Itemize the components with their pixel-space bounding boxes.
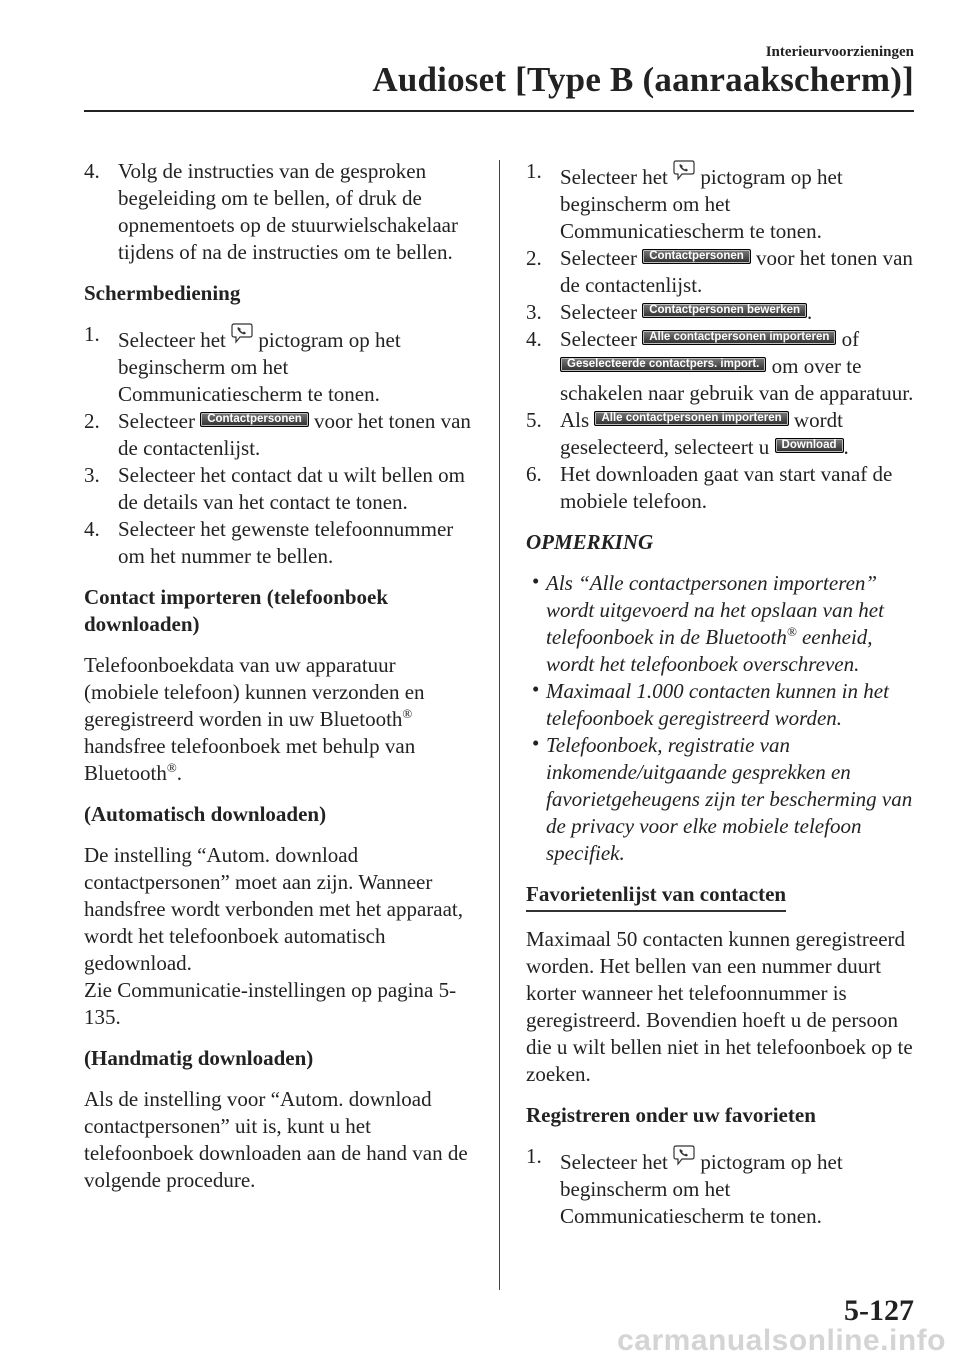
screen-step-1: 1. Selecteer het pictogram op het beginscherm om het Communicatiescherm te tonen. [84,322,401,406]
watermark: carmanualsonline.info [617,1324,946,1357]
heading-contact-import: Contact importeren (telefoonboek downloaden) [84,585,389,636]
download-step-6: 6. Het downloaden gaat van start vanaf de mobiele telefoon. [526,462,893,513]
download-step-1: 1. Selecteer het pictogram op het beginscherm om het Communicatiescherm te tonen. [526,159,843,243]
phone-bubble-icon [231,321,253,345]
note-item: • Als “Alle contactpersonen importeren” wordt uitgevoerd na het opslaan van het telefoonboek in de Bluetooth® eenheid, wordt het telefoonboek overschreven. [532,569,884,676]
manual-download-paragraph: Als de instelling voor “Autom. download contactpersonen” uit is, kunt u het telefoonboek downloaden aan de hand van de volgende procedure. [84,1087,468,1192]
note-item: • Maximaal 1.000 contacten kunnen in het telefoonboek geregistreerd worden. [532,677,889,730]
import-all-contacts-button[interactable]: Alle contactpersonen importeren [642,330,836,345]
contacts-button[interactable]: Contactpersonen [200,412,309,427]
favorites-paragraph: Maximaal 50 contacten kunnen geregistreerd worden. Het bellen van een nummer duurt korter wanneer het telefoonnummer is geregistreerd. Bovendien hoeft u de persoon die u wilt bellen niet in het telefoonboek op te zoeken. [526,927,913,1086]
page-number: 5-127 [844,1294,914,1327]
contacts-button[interactable]: Contactpersonen [642,249,751,264]
screen-step-3: 3. Selecteer het contact dat u wilt bellen om de details van het contact te tonen. [84,463,465,514]
phone-bubble-icon [673,1143,695,1167]
download-step-5: 5. Als Alle contactpersonen importeren wordt geselecteerd, selecteert u Download . [526,408,849,459]
note-title: OPMERKING [526,530,654,554]
screen-step-4: 4. Selecteer het gewenste telefoonnummer om het nummer te bellen. [84,517,454,568]
heading-screen-operation: Schermbediening [84,281,241,305]
auto-download-paragraph: De instelling “Autom. download contactpersonen” moet aan zijn. Wanneer handsfree wordt verbonden met het apparaat, wordt het telefoonboek automatisch gedownload. [84,843,464,975]
note-item: • Telefoonboek, registratie van inkomende/uitgaande gesprekken en favorietgeheugens zijn ter bescherming van de privacy voor elke mobiele telefoon specifiek. [532,731,913,865]
heading-auto-download: (Automatisch downloaden) [84,802,327,826]
download-step-4: 4. Selecteer Alle contactpersonen importeren of Geselecteerde contactpers. import. om over te schakelen naar gebruik van de apparatuur. [526,327,914,405]
header-section: Interieurvoorzieningen [765,44,914,60]
import-paragraph: Telefoonboekdata van uw apparatuur (mobiele telefoon) kunnen verzonden en geregistreerd worden in uw Bluetooth® handsfree telefoonboek met behulp van Bluetooth®. [84,653,425,785]
download-step-2: 2. Selecteer Contactpersonen voor het tonen van de contactenlijst. [526,246,913,297]
auto-download-reference: Zie Communicatie-instellingen op pagina 5-135. [84,978,457,1029]
download-step-3: 3. Selecteer Contactpersonen bewerken . [526,300,813,324]
heading-favorites-list: Favorietenlijst van contacten [526,881,786,912]
import-all-contacts-button[interactable]: Alle contactpersonen importeren [594,411,788,426]
edit-contacts-button[interactable]: Contactpersonen bewerken [642,303,807,318]
import-selected-contacts-button[interactable]: Geselecteerde contactpers. import. [560,357,766,372]
favorites-step-1: 1. Selecteer het pictogram op het beginscherm om het Communicatiescherm te tonen. [526,1144,843,1228]
left-column [84,158,474,1194]
heading-register-favorites: Registreren onder uw favorieten [526,1103,816,1127]
right-column [526,158,918,1230]
page-title: Audioset [Type B (aanraakscherm)] [372,60,914,99]
screen-step-2: 2. Selecteer Contactpersonen voor het tonen van de contactenlijst. [84,409,471,460]
step-4: 4. Volg de instructies van de gesproken begeleiding om te bellen, of druk de opnementoets op de stuurwielschakelaar tijdens of na de instructies om te bellen. [84,159,458,264]
phone-bubble-icon [673,158,695,182]
column-divider [499,160,500,1290]
header-rule [84,110,914,112]
heading-manual-download: (Handmatig downloaden) [84,1046,314,1070]
download-button[interactable]: Download [775,438,844,453]
